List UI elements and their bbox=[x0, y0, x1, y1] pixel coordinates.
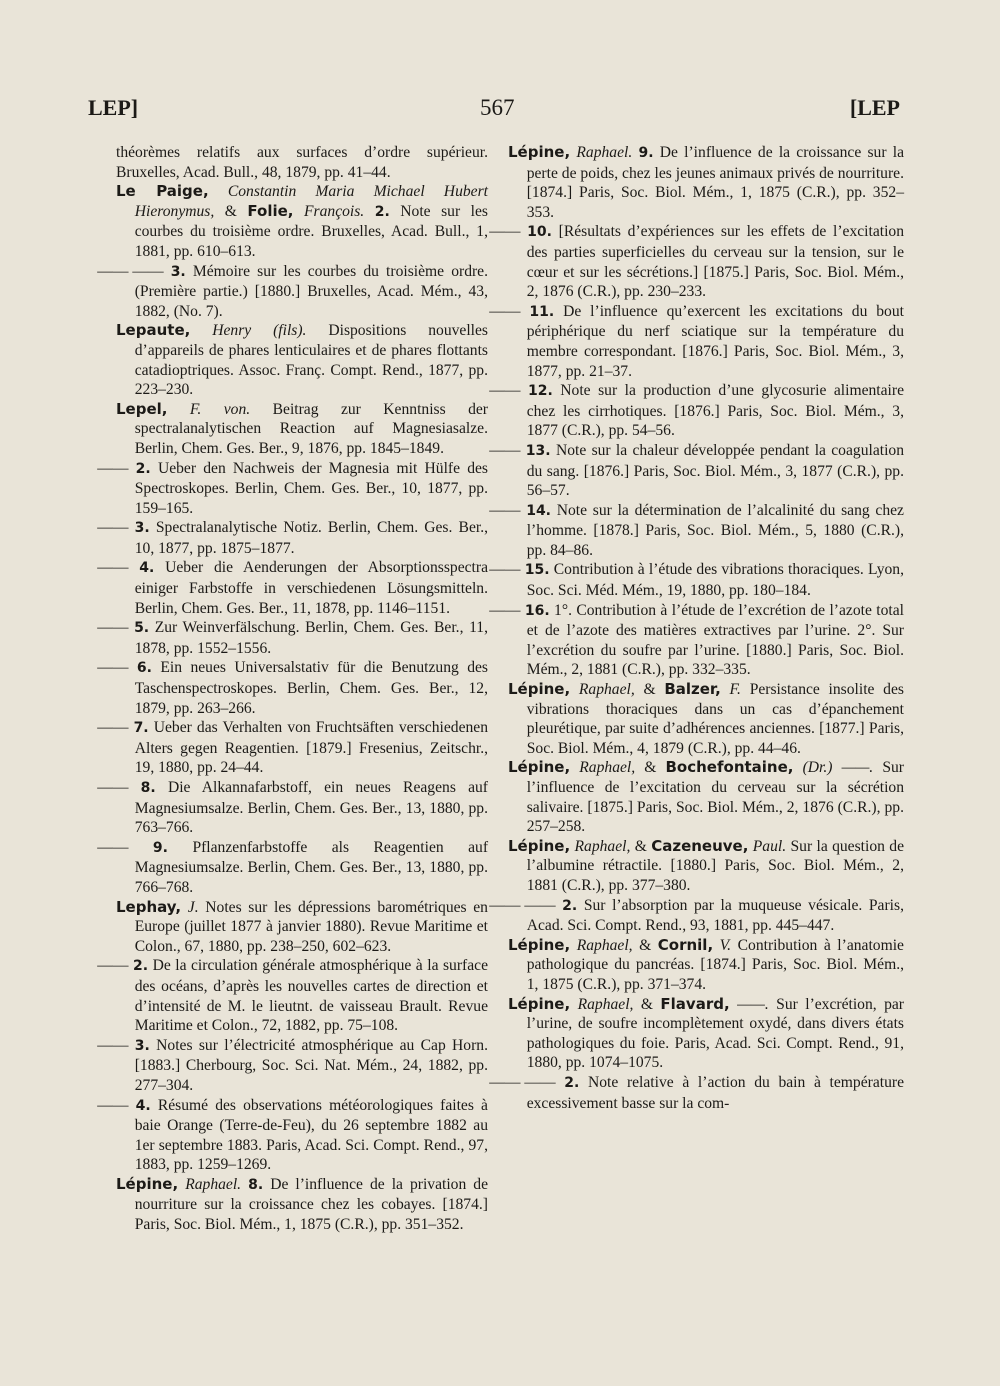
entry-text: Sur l’absorption par la muqueuse vésicale. Paris, Acad. Sci. Compt. Rend., 93, 1881, pp. 445–447. bbox=[526, 896, 904, 935]
entry-text: 1°. Contribution à l’étude de l’excrétion de l’azote total et de l’azote des matières extractives par l’urine. 2°. Sur l’excrétion du soufre par l’urine. [1880.] Paris, Soc. Biol. Mém., 2, 1881 (C.R.), pp. 332–335. bbox=[526, 601, 904, 679]
bibliography-entry bbox=[489, 222, 905, 301]
bibliography-entry bbox=[97, 459, 488, 519]
running-head bbox=[0, 95, 1000, 129]
ditto-dash: —— bbox=[489, 501, 521, 519]
ditto-dash: —— bbox=[97, 838, 129, 856]
bibliography-entry bbox=[97, 518, 488, 558]
entry-number: 7. bbox=[133, 720, 149, 737]
bibliography-entry bbox=[116, 1175, 488, 1235]
bibliography-entry bbox=[116, 400, 488, 459]
author-name: Lepaute, bbox=[116, 321, 191, 340]
bibliography-entry bbox=[508, 837, 904, 896]
entry-text: Note sur la détermination de l’alcalinité du sang chez l’homme. [1878.] Paris, Soc. Biol. Mém., 5, 1880 (C.R.), pp. 84–86. bbox=[526, 501, 904, 559]
bibliography-entry bbox=[116, 898, 488, 957]
author-name: Lépine, bbox=[508, 680, 571, 699]
entry-text: Notes sur l’électricité atmosphérique au Cap Horn. [1883.] Cherbourg, Soc. Sci. Nat. Mém., 24, 1882, pp. 277–304. bbox=[134, 1036, 488, 1094]
entry-number: 3. bbox=[134, 1037, 150, 1054]
entry-number: 2. bbox=[564, 1074, 580, 1091]
entry-number: 2. bbox=[135, 460, 151, 477]
ditto-dash: —— bbox=[97, 559, 129, 577]
entry-text: Note sur les courbes du troisième ordre. Bruxelles, Acad. Bull., 1, 1881, pp. 610–613. bbox=[134, 202, 488, 260]
entry-text: De l’influence de la privation de nourriture sur la croissance chez les cobayes. [1874.] Paris, Soc. Biol. Mém., 1, 1875 (C.R.), pp. 351–352. bbox=[134, 1175, 489, 1234]
author-name: Lépine, bbox=[508, 758, 571, 777]
entry-text: Résumé des observations météorologiques faites à baie Orange (Terre-de-Feu), du 26 septembre 1882 au 1er septembre 1883. Paris, Acad. Sci. Compt. Rend., 97, 1883, pp. 1259–1269. bbox=[134, 1096, 488, 1174]
entry-number: 9. bbox=[638, 145, 654, 161]
ditto-dash: —— bbox=[97, 957, 129, 975]
bibliography-entry bbox=[97, 838, 489, 898]
entry-text: Note sur la chaleur développée pendant la coagulation du sang. [1876.] Paris, Soc. Biol. Mém., 3, 1877 (C.R.), pp. 56–57. bbox=[526, 441, 905, 500]
ditto-dash: —— bbox=[489, 302, 521, 320]
coauthor-given-name: F. bbox=[729, 681, 741, 699]
entry-number: 16. bbox=[524, 602, 550, 619]
bibliography-entry bbox=[508, 995, 904, 1073]
ditto-dash: —— —— bbox=[489, 1073, 556, 1091]
right-column bbox=[489, 143, 905, 1113]
entry-text: Ueber die Aenderungen der Absorptionsspectra einiger Farbstoffe in verschiedenen Lösungsmitteln. Berlin, Chem. Ges. Ber., 11, 1878, pp. 1146–1151. bbox=[134, 559, 488, 617]
author-separator: & bbox=[630, 837, 652, 855]
entry-number: 10. bbox=[527, 224, 552, 241]
author-separator: & bbox=[633, 995, 661, 1013]
bibliography-entry bbox=[97, 1096, 488, 1175]
coauthor-name: Bochefontaine, bbox=[665, 758, 794, 777]
bibliography-entry bbox=[489, 302, 904, 381]
author-name: Le Paige, bbox=[116, 182, 209, 201]
author-given-name: Raphael, bbox=[576, 936, 633, 954]
bibliography-entry bbox=[97, 262, 488, 322]
entry-text: Persistance insolite des vibrations thoraciques dans un cas d’épanchement pleurétique, par suite d’adhérences anciennes. [1877.] Paris, Soc. Biol. Mém., 4, 1879 (C.R.), pp. 44–46. bbox=[526, 681, 904, 757]
entry-text: Spectralanalytische Notiz. Berlin, Chem. Ges. Ber., 10, 1877, pp. 1875–1877. bbox=[134, 519, 488, 557]
bibliography-entry bbox=[97, 658, 488, 718]
bibliography-entry bbox=[508, 758, 904, 836]
entry-number: 2. bbox=[562, 897, 578, 914]
entry-text: De la circulation générale atmosphérique à la surface des océans, d’après les nouvelles cartes de direction et d’intensité de M. le lieutnt. de vaisseau Brault. Revue Maritime et Colon., 72, 1882, pp. 75–108. bbox=[134, 957, 489, 1035]
coauthor-given-name: (Dr.) ——. bbox=[802, 759, 874, 777]
entry-number: 4. bbox=[135, 1097, 151, 1114]
entry-text: Sur la question de l’albumine rétractile. [1880.] Paris, Soc. Biol. Mém., 2, 1881 (C.R.), pp. 377–380. bbox=[526, 837, 904, 894]
author-given-name: Raphael, bbox=[577, 995, 634, 1013]
entry-number: 15. bbox=[524, 562, 550, 579]
entry-text: [Résultats d’expériences sur les effets de l’excitation des parties superficielles du cerveau sur la tension, sur le cœur et sur les sécrétions.] [1875.] Paris, Soc. Biol. Mém., 2, 1876 (C.R.), pp. 230–233. bbox=[526, 223, 905, 301]
bibliography-entry bbox=[489, 381, 905, 441]
entry-number: 4. bbox=[139, 560, 155, 577]
ditto-dash: —— —— bbox=[97, 262, 164, 280]
bibliography-entry bbox=[116, 321, 488, 399]
coauthor-name: Balzer, bbox=[664, 680, 721, 699]
author-name: Lépine, bbox=[508, 994, 571, 1013]
coauthor-name: Flavard, bbox=[660, 994, 730, 1013]
entry-text: Sur l’excrétion, par l’urine, de soufre incomplètement oxydé, dans divers états pathologiques du foie. Paris, Acad. Sci. Compt. Rend., 91, 1880, pp. 1074–1075. bbox=[526, 995, 904, 1072]
ditto-dash: —— bbox=[489, 382, 521, 400]
entry-number: 8. bbox=[248, 1176, 264, 1193]
author-given-name: Raphael. bbox=[185, 1175, 242, 1193]
bibliography-entry bbox=[97, 956, 489, 1035]
bibliography-entry bbox=[97, 778, 488, 838]
ditto-dash: —— bbox=[97, 719, 129, 737]
bibliography-entry bbox=[489, 560, 905, 600]
bibliography-entry bbox=[489, 1073, 904, 1113]
ditto-dash: —— bbox=[489, 561, 521, 579]
ditto-dash: —— bbox=[97, 459, 129, 477]
bibliography-entry bbox=[489, 601, 904, 680]
running-head-left: LEP] bbox=[88, 95, 139, 120]
ditto-dash: —— bbox=[97, 1096, 129, 1114]
entry-text: Die Alkannafarbstoff, ein neues Reagens auf Magnesiumsalze. Berlin, Chem. Ges. Ber., 13, 1880, pp. 763–766. bbox=[134, 779, 488, 837]
entry-text: Zur Weinverfälschung. Berlin, Chem. Ges. Ber., 11, 1878, pp. 1552–1556. bbox=[134, 619, 488, 657]
entry-number: 9. bbox=[152, 839, 168, 856]
entry-number: 13. bbox=[525, 442, 551, 459]
ditto-dash: —— bbox=[97, 659, 129, 677]
entry-text: Sur l’influence de l’excitation du cerveau sur la sécrétion salivaire. [1875.] Paris, Soc. Biol. Mém., 2, 1876 (C.R.), pp. 257–258. bbox=[526, 759, 904, 836]
bibliography-entry bbox=[489, 501, 904, 561]
ditto-dash: —— bbox=[97, 779, 129, 796]
author-separator: & bbox=[632, 936, 658, 954]
entry-text: De l’influence qu’exercent les excitations du bout périphérique du nerf sciatique sur la température du membre correspondant. [1876.] Paris, Soc. Biol. Mém., 3, 1877, pp. 21–37. bbox=[526, 302, 904, 380]
coauthor-given-name: V. bbox=[719, 936, 732, 954]
ditto-dash: —— bbox=[97, 1036, 129, 1054]
entry-text: Contribution à l’étude des vibrations thoraciques. Lyon, Soc. Sci. Méd. Mém., 19, 1880, pp. 180–184. bbox=[526, 561, 905, 600]
bibliography-entry bbox=[97, 618, 488, 658]
entry-number: 8. bbox=[140, 780, 156, 796]
author-given-name: Raphael, bbox=[574, 837, 631, 855]
bibliography-entry bbox=[489, 896, 904, 936]
bibliography-entry bbox=[116, 182, 488, 261]
ditto-dash: —— —— bbox=[489, 896, 556, 914]
author-name: Lépine, bbox=[116, 1174, 179, 1193]
entry-text: Pflanzenfarbstoffe als Reagentien auf Magnesiumsalze. Berlin, Chem. Ges. Ber., 13, 1880, pp. 766–768. bbox=[134, 838, 489, 896]
author-given-name: Henry (fils). bbox=[212, 322, 307, 340]
author-given-name: Raphael, bbox=[579, 759, 636, 777]
bibliography-entry bbox=[508, 680, 904, 758]
bibliography-entry bbox=[116, 143, 488, 182]
author-separator: & bbox=[634, 681, 665, 699]
entry-text: Notes sur les dépressions barométriques en Europe (juillet 1877 à janvier 1880). Revue Maritime et Colon., 67, 1880, pp. 238–250, 602–623. bbox=[134, 898, 488, 955]
entry-number: 2. bbox=[132, 958, 149, 975]
bibliography-entry bbox=[97, 558, 488, 618]
author-given-name: Raphael. bbox=[576, 144, 633, 161]
coauthor-given-name: ——. bbox=[737, 995, 769, 1013]
entry-text: théorèmes relatifs aux surfaces d’ordre supérieur. Bruxelles, Acad. Bull., 48, 1879, pp. 41–44. bbox=[116, 144, 488, 181]
left-column bbox=[97, 143, 489, 1235]
author-given-name: Raphael, bbox=[578, 681, 635, 699]
author-name: Lépine, bbox=[508, 836, 571, 855]
entry-text: Ein neues Universalstativ für die Benutzung des Taschenspectroskopes. Berlin, Chem. Ges. Ber., 12, 1879, pp. 263–266. bbox=[134, 659, 488, 717]
bibliography-entry bbox=[97, 1036, 488, 1096]
author-name: Lephay, bbox=[116, 897, 182, 916]
entry-text: Ueber das Verhalten von Fruchtsäften verschiedenen Alters gegen Reagentien. [1879.] Fresenius, Zeitschr., 19, 1880, pp. 24–44. bbox=[134, 719, 489, 777]
bibliography-entry bbox=[489, 441, 905, 501]
entry-number: 3. bbox=[134, 520, 150, 537]
bibliography-entry bbox=[508, 936, 904, 995]
ditto-dash: —— bbox=[97, 619, 129, 637]
entry-text: Contribution à l’anatomie pathologique du pancréas. [1874.] Paris, Soc. Biol. Mém., 1, 1875 (C.R.), pp. 371–374. bbox=[526, 936, 904, 993]
entry-text: Note relative à l’action du bain à température excessivement basse sur la com- bbox=[526, 1073, 904, 1112]
author-name: Lepel, bbox=[116, 399, 168, 418]
coauthor-given-name: François. bbox=[304, 202, 365, 220]
coauthor-name: Folie, bbox=[247, 201, 294, 220]
entry-number: 6. bbox=[136, 660, 152, 677]
entry-number: 12. bbox=[527, 383, 553, 400]
entry-number: 3. bbox=[170, 263, 186, 280]
entry-text: Mémoire sur les courbes du troisième ordre. (Première partie.) [1880.] Bruxelles, Acad. Mém., 43, 1882, (No. 7). bbox=[134, 262, 488, 320]
ditto-dash: —— bbox=[489, 223, 521, 241]
author-given-name: J. bbox=[187, 898, 199, 916]
entry-text: Dispositions nouvelles d’appareils de phares lenticulaires et de phares flottants catadioptriques. Assoc. Franç. Compt. Rend., 1877, pp. 223–230. bbox=[134, 322, 488, 399]
entry-number: 2. bbox=[374, 203, 390, 220]
author-name: Lépine, bbox=[508, 143, 571, 161]
entry-text: Ueber den Nachweis der Magnesia mit Hülfe des Spectroskopes. Berlin, Chem. Ges. Ber., 10, 1877, pp. 159–165. bbox=[134, 459, 488, 517]
coauthor-name: Cornil, bbox=[657, 935, 714, 954]
coauthor-name: Cazeneuve, bbox=[651, 836, 749, 855]
author-given-name: F. von. bbox=[189, 400, 251, 418]
entry-number: 14. bbox=[526, 502, 552, 519]
entry-text: Beitrag zur Kenntniss der spectralanalytischen Reaction auf Magnesiasalze. Berlin, Chem. Ges. Ber., 9, 1876, pp. 1845–1849. bbox=[134, 400, 489, 457]
ditto-dash: —— bbox=[489, 601, 521, 619]
entry-text: De l’influence de la croissance sur la perte de poids, chez les jeunes animaux privés de nourriture. [1874.] Paris, Soc. Biol. Mém., 1, 1875 (C.R.), pp. 352–353. bbox=[526, 144, 904, 221]
author-separator: & bbox=[214, 202, 248, 220]
entry-number: 5. bbox=[134, 620, 150, 637]
running-head-right: [LEP bbox=[849, 95, 900, 120]
author-name: Lépine, bbox=[508, 935, 571, 954]
page-number: 567 bbox=[480, 95, 515, 120]
author-given-name: Constantin Maria Michael Hubert Hieronymus, bbox=[134, 183, 488, 220]
author-separator: & bbox=[635, 759, 666, 777]
ditto-dash: —— bbox=[489, 441, 521, 459]
entry-text: Note sur la production d’une glycosurie alimentaire chez les cirrhotiques. [1876.] Paris, Soc. Biol. Mém., 3, 1877 (C.R.), pp. 54–56. bbox=[526, 382, 905, 440]
ditto-dash: —— bbox=[97, 519, 129, 537]
bibliography-entry bbox=[97, 718, 489, 778]
entry-number: 11. bbox=[529, 303, 555, 320]
bibliography-entry bbox=[508, 143, 904, 222]
coauthor-given-name: Paul. bbox=[752, 837, 787, 855]
